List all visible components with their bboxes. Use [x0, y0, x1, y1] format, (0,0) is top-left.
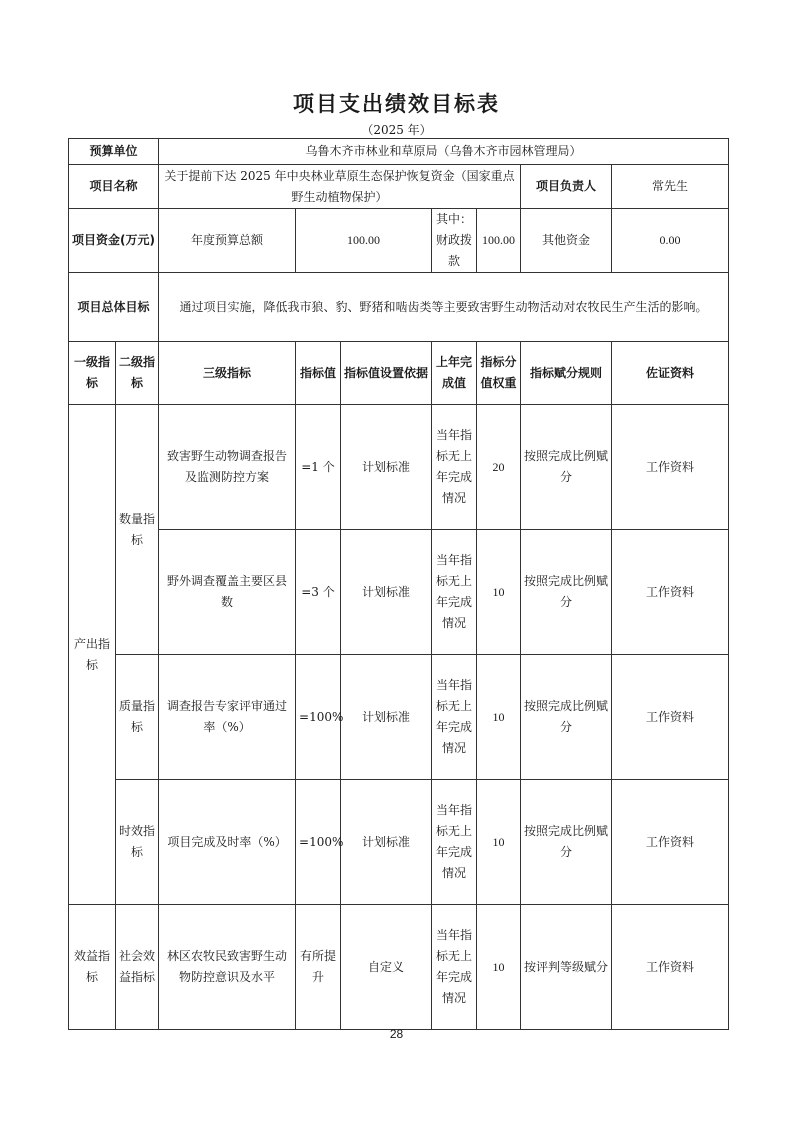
col-level3: 三级指标 [159, 342, 296, 405]
evidence-value: 工作资料 [612, 780, 729, 905]
project-leader-value: 常先生 [612, 165, 729, 209]
funds-label: 项目资金(万元) [69, 209, 159, 273]
scoring-rule: 按照完成比例赋分 [521, 655, 612, 780]
indicator-value: =100% [296, 780, 341, 905]
goal-label: 项目总体目标 [69, 273, 159, 342]
indicator-value: 有所提升 [296, 905, 341, 1030]
page-number: 28 [389, 1027, 404, 1041]
other-funds-label-cell [521, 209, 612, 273]
indicator-basis: 计划标准 [341, 530, 432, 655]
evidence-value: 工作资料 [612, 530, 729, 655]
budget-unit-value: 乌鲁木齐市林业和草原局（乌鲁木齐市园林管理局） [159, 139, 729, 165]
group-output: 产出指标 [69, 405, 116, 905]
indicator: 林区农牧民致害野生动物防控意识及水平 [159, 905, 296, 1030]
year-subtitle: （2025 年） [361, 123, 432, 137]
table-row [69, 905, 729, 1030]
evidence-value: 工作资料 [612, 655, 729, 780]
project-name-label: 项目名称 [69, 165, 159, 209]
col-level1: 一级指标 [69, 342, 116, 405]
table-row [69, 780, 729, 905]
group-social: 社会效益指标 [116, 905, 159, 1030]
indicator-value: =3 个 [296, 530, 341, 655]
table-row [69, 405, 729, 530]
column-header-row [69, 342, 729, 405]
goal-value: 通过项目实施，降低我市狼、豹、野猪和啮齿类等主要致害野生动物活动对农牧民生产生活的影响。 [159, 273, 729, 342]
project-leader-label: 项目负责人 [521, 165, 612, 209]
indicator-basis: 计划标准 [341, 405, 432, 530]
last-year-value: 当年指标无上年完成情况 [432, 655, 477, 780]
weight-value: 10 [477, 780, 521, 905]
col-value: 指标值 [296, 342, 341, 405]
indicator-value: =100% [296, 655, 341, 780]
col-last-year: 上年完成值 [432, 342, 477, 405]
indicator-value: =1 个 [296, 405, 341, 530]
weight-value: 10 [477, 530, 521, 655]
indicator-basis: 自定义 [341, 905, 432, 1030]
evidence-value: 工作资料 [612, 905, 729, 1030]
scoring-rule: 按照完成比例赋分 [521, 530, 612, 655]
annual-budget-value: 100.00 [296, 209, 432, 273]
last-year-value: 当年指标无上年完成情况 [432, 780, 477, 905]
fiscal-label: 其中：财政拨款 [432, 209, 477, 273]
budget-unit-label: 预算单位 [69, 139, 159, 165]
goal-row [69, 273, 729, 342]
fiscal-value: 100.00 [477, 209, 521, 273]
other-funds-value: 0.00 [659, 233, 681, 247]
last-year-value: 当年指标无上年完成情况 [432, 905, 477, 1030]
other-funds-label: 其他资金 [542, 233, 591, 247]
last-year-value: 当年指标无上年完成情况 [432, 405, 477, 530]
last-year-value: 当年指标无上年完成情况 [432, 530, 477, 655]
table-row [69, 530, 729, 655]
indicator: 致害野生动物调查报告及监测防控方案 [159, 405, 296, 530]
other-funds-value-wrap [612, 209, 729, 273]
col-evidence: 佐证资料 [612, 342, 729, 405]
col-basis: 指标值设置依据 [341, 342, 432, 405]
indicator-basis: 计划标准 [341, 655, 432, 780]
scoring-rule: 按评判等级赋分 [521, 905, 612, 1030]
col-weight: 指标分值权重 [477, 342, 521, 405]
group-benefit: 效益指标 [69, 905, 116, 1030]
weight-value: 10 [477, 905, 521, 1030]
col-level2: 二级指标 [116, 342, 159, 405]
group-quality: 质量指标 [116, 655, 159, 780]
indicator-basis: 计划标准 [341, 780, 432, 905]
budget-unit-row [69, 139, 729, 165]
project-name-row [69, 165, 729, 209]
annual-budget-label: 年度预算总额 [159, 209, 296, 273]
weight-value: 10 [477, 655, 521, 780]
scoring-rule: 按照完成比例赋分 [521, 405, 612, 530]
weight-value: 20 [477, 405, 521, 530]
page-title: 项目支出绩效目标表 [293, 92, 500, 116]
project-name-value: 关于提前下达 2025 年中央林业草原生态保护恢复资金（国家重点野生动植物保护） [159, 165, 521, 209]
indicator: 调查报告专家评审通过率（%） [159, 655, 296, 780]
scoring-rule: 按照完成比例赋分 [521, 780, 612, 905]
group-timeliness: 时效指标 [116, 780, 159, 905]
table-row [69, 655, 729, 780]
indicator: 项目完成及时率（%） [159, 780, 296, 905]
indicator: 野外调查覆盖主要区县数 [159, 530, 296, 655]
col-rule: 指标赋分规则 [521, 342, 612, 405]
group-quantity: 数量指标 [116, 405, 159, 655]
performance-table [68, 138, 729, 1030]
evidence-value: 工作资料 [612, 405, 729, 530]
funds-row [69, 209, 729, 273]
